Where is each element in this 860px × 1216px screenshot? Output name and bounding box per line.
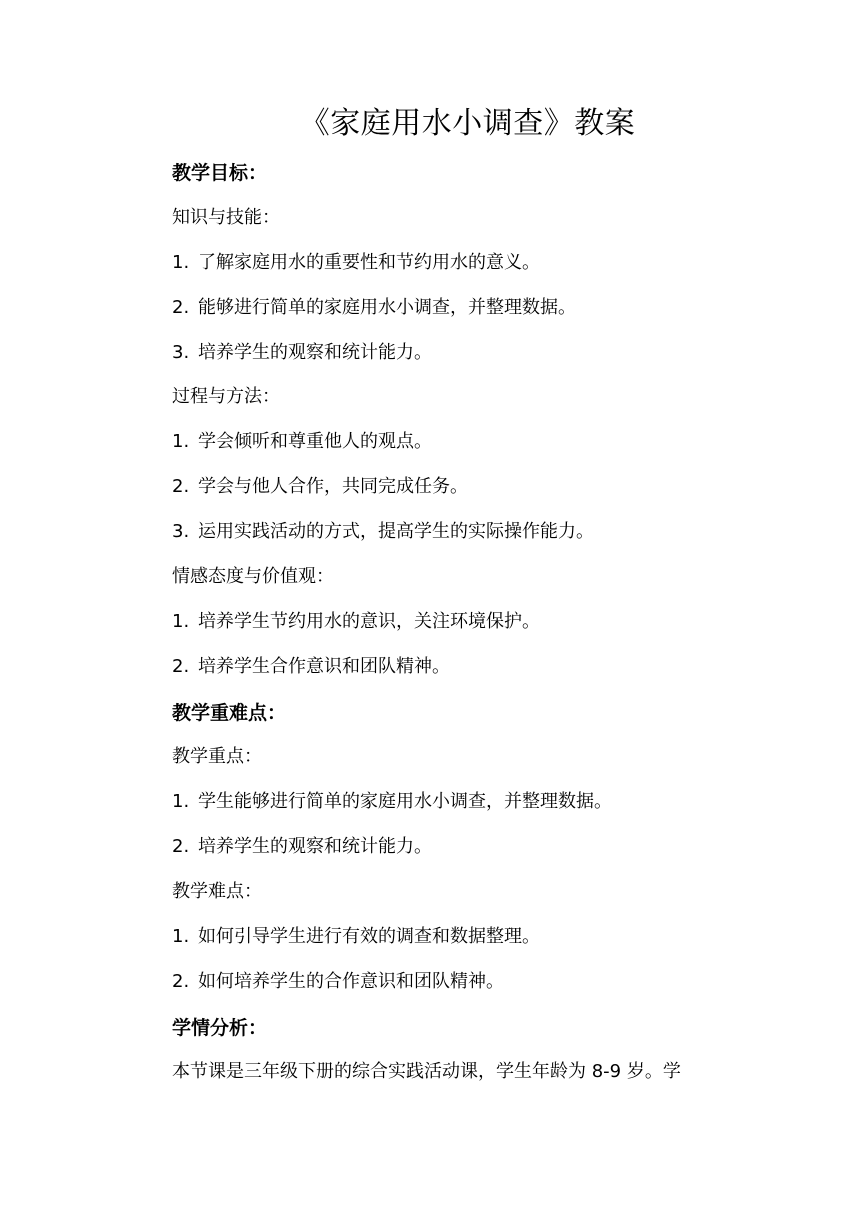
list-number: 3. bbox=[172, 521, 190, 542]
list-number: 2. bbox=[172, 476, 190, 497]
list-item bbox=[172, 474, 468, 500]
list-item bbox=[172, 789, 612, 815]
list-item bbox=[172, 295, 576, 321]
list-item bbox=[172, 519, 594, 545]
list-text: 学生能够进行简单的家庭用水小调查，并整理数据。 bbox=[198, 791, 612, 812]
list-number: 1. bbox=[172, 926, 190, 947]
heading-keypoints: 教学重难点： bbox=[172, 702, 287, 724]
list-text: 培养学生的观察和统计能力。 bbox=[198, 342, 432, 363]
list-number: 1. bbox=[172, 611, 190, 632]
list-item bbox=[172, 969, 504, 995]
list-text: 如何引导学生进行有效的调查和数据整理。 bbox=[198, 926, 540, 947]
subheading-key: 教学重点： bbox=[172, 746, 262, 767]
subheading-difficult: 教学难点： bbox=[172, 881, 262, 902]
subheading-emotion: 情感态度与价值观： bbox=[172, 566, 334, 587]
list-number: 2. bbox=[172, 971, 190, 992]
list-number: 2. bbox=[172, 836, 190, 857]
subheading-process: 过程与方法： bbox=[172, 386, 280, 407]
list-number: 2. bbox=[172, 297, 190, 318]
list-item bbox=[172, 834, 432, 860]
list-number: 3. bbox=[172, 342, 190, 363]
list-text: 培养学生的观察和统计能力。 bbox=[198, 836, 432, 857]
list-number: 1. bbox=[172, 791, 190, 812]
list-item bbox=[172, 924, 540, 950]
list-number: 1. bbox=[172, 431, 190, 452]
list-text: 运用实践活动的方式，提高学生的实际操作能力。 bbox=[198, 521, 594, 542]
list-number: 1. bbox=[172, 252, 190, 273]
list-text: 培养学生节约用水的意识，关注环境保护。 bbox=[198, 611, 540, 632]
list-number: 2. bbox=[172, 656, 190, 677]
list-text: 能够进行简单的家庭用水小调查，并整理数据。 bbox=[198, 297, 576, 318]
list-item bbox=[172, 429, 432, 455]
list-text: 学会倾听和尊重他人的观点。 bbox=[198, 431, 432, 452]
list-item bbox=[172, 340, 432, 366]
list-item bbox=[172, 250, 540, 276]
subheading-knowledge: 知识与技能： bbox=[172, 207, 280, 228]
list-item bbox=[172, 654, 450, 680]
list-text: 如何培养学生的合作意识和团队精神。 bbox=[198, 971, 504, 992]
list-text: 了解家庭用水的重要性和节约用水的意义。 bbox=[198, 252, 540, 273]
document-title: 《家庭用水小调查》教案 bbox=[299, 106, 636, 141]
list-item bbox=[172, 609, 540, 635]
list-text: 学会与他人合作，共同完成任务。 bbox=[198, 476, 468, 497]
heading-objectives: 教学目标： bbox=[172, 162, 268, 184]
heading-analysis: 学情分析： bbox=[172, 1017, 268, 1039]
list-text: 培养学生合作意识和团队精神。 bbox=[198, 656, 450, 677]
paragraph-analysis: 本节课是三年级下册的综合实践活动课，学生年龄为 8-9 岁。学 bbox=[172, 1061, 681, 1082]
